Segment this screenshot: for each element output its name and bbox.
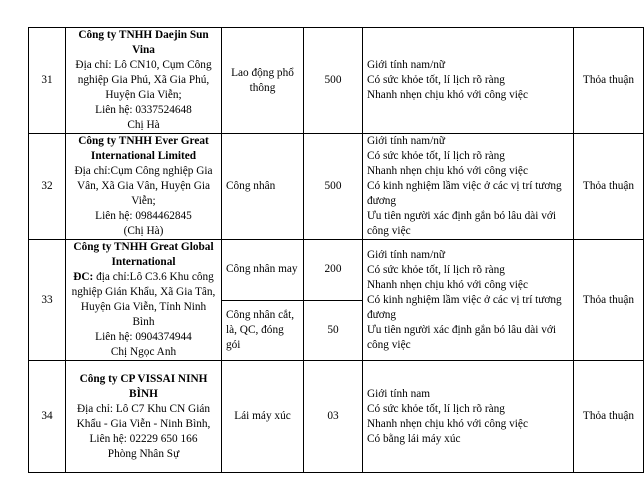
requirement-item: Có sức khỏe tốt, lí lịch rõ ràng <box>367 402 505 415</box>
table-row <box>29 134 644 240</box>
requirement-item: Giới tính nam/nữ <box>367 59 445 71</box>
salary-cell: Thỏa thuận <box>574 240 644 361</box>
company-address: Địa chỉ:Cụm Công nghiệp Gia Vân, Xã Gia Vân, Huyện Gia Viễn; <box>74 165 213 207</box>
position-title: Công nhân cắt, là, QC, đóng gói <box>222 300 304 361</box>
job-listing-table <box>28 27 644 473</box>
requirement-item: Ưu tiên người xác định gắn bó lâu dài với công việc <box>367 210 557 237</box>
position-quantity: 50 <box>304 300 363 361</box>
address-text: địa chỉ:Lô C3.6 Khu công nghiệp Gián Khẩu, Xã Gia Tân, Huyện Gia Viễn, Tỉnh Ninh Bình <box>71 271 216 328</box>
company-contact: Chị Hà <box>127 119 160 131</box>
table-row <box>29 361 644 473</box>
position-quantity: 200 <box>304 240 363 301</box>
company-phone: Liên hệ: 02229 650 166 <box>89 432 198 445</box>
requirement-item: Nhanh nhẹn chịu khó với công việc <box>367 417 528 430</box>
requirements-cell <box>363 28 574 134</box>
company-cell <box>66 361 222 473</box>
company-address: Địa chỉ: Lô C7 Khu CN Gián Khẩu - Gia Viễn - Ninh Bình, <box>76 402 211 430</box>
company-phone: Liên hệ: 0984462845 <box>95 210 192 222</box>
company-contact: Chị Ngọc Anh <box>110 346 177 358</box>
table-row <box>29 28 644 134</box>
requirement-item: Nhanh nhẹn chịu khó với công việc <box>367 89 528 101</box>
position-quantity: 500 <box>304 28 363 134</box>
company-cell <box>66 240 222 361</box>
row-number: 34 <box>29 361 66 473</box>
row-number: 32 <box>29 134 66 240</box>
company-name: Công ty TNHH Ever Great International Limited <box>78 135 209 162</box>
requirement-item: Có sức khỏe tốt, lí lịch rõ ràng <box>367 74 505 86</box>
company-cell <box>66 134 222 240</box>
company-address: Địa chỉ: Lô CN10, Cụm Công nghiệp Gia Phú, Xã Gia Phú, Huyện Gia Viễn; <box>75 59 212 101</box>
company-name: Công ty CP VISSAI NINH BÌNH <box>79 372 208 400</box>
requirement-item: Giới tính nam/nữ <box>367 248 445 261</box>
requirements-cell <box>363 134 574 240</box>
position-quantity: 500 <box>304 134 363 240</box>
position-title: Công nhân <box>222 134 304 240</box>
requirement-item: Có sức khỏe tốt, lí lịch rõ ràng <box>367 263 505 276</box>
requirement-item: Giới tính nam/nữ <box>367 135 445 147</box>
requirement-item: Giới tính nam <box>367 387 431 400</box>
requirements-cell <box>363 240 574 361</box>
position-title: Công nhân may <box>222 240 304 301</box>
salary-cell: Thỏa thuận <box>574 134 644 240</box>
row-number: 33 <box>29 240 66 361</box>
requirement-item: Có sức khỏe tốt, lí lịch rõ ràng <box>367 150 505 162</box>
company-contact: Phòng Nhân Sự <box>107 447 180 460</box>
requirement-item: Ưu tiên người xác định gắn bó lâu dài với công việc <box>367 323 557 351</box>
requirement-item: Có kinh nghiệm lầm việc ở các vị trí tương đương <box>367 293 562 321</box>
company-name: Công ty TNHH Great Global International <box>73 241 214 268</box>
position-title: Lái máy xúc <box>222 361 304 473</box>
table-row <box>29 240 644 301</box>
requirement-item: Có kinh nghiệm lầm việc ở các vị trí tương đương <box>367 180 562 207</box>
company-address <box>70 270 217 330</box>
company-contact: (Chị Hà) <box>123 225 164 237</box>
requirement-item: Nhanh nhẹn chịu khó với công việc <box>367 278 528 291</box>
salary-cell: Thỏa thuận <box>574 361 644 473</box>
row-number: 31 <box>29 28 66 134</box>
company-name: Công ty TNHH Daejin Sun Vina <box>78 29 209 56</box>
position-quantity: 03 <box>304 361 363 473</box>
company-phone: Liên hệ: 0904374944 <box>95 331 192 343</box>
salary-cell: Thỏa thuận <box>574 28 644 134</box>
requirement-item: Nhanh nhẹn chịu khó với công việc <box>367 165 528 177</box>
requirements-cell <box>363 361 574 473</box>
position-title: Lao động phổ thông <box>222 28 304 134</box>
requirement-item: Có bằng lái máy xúc <box>367 432 461 445</box>
company-phone: Liên hệ: 0337524648 <box>95 104 192 116</box>
company-cell <box>66 28 222 134</box>
address-label: ĐC: <box>73 271 94 283</box>
